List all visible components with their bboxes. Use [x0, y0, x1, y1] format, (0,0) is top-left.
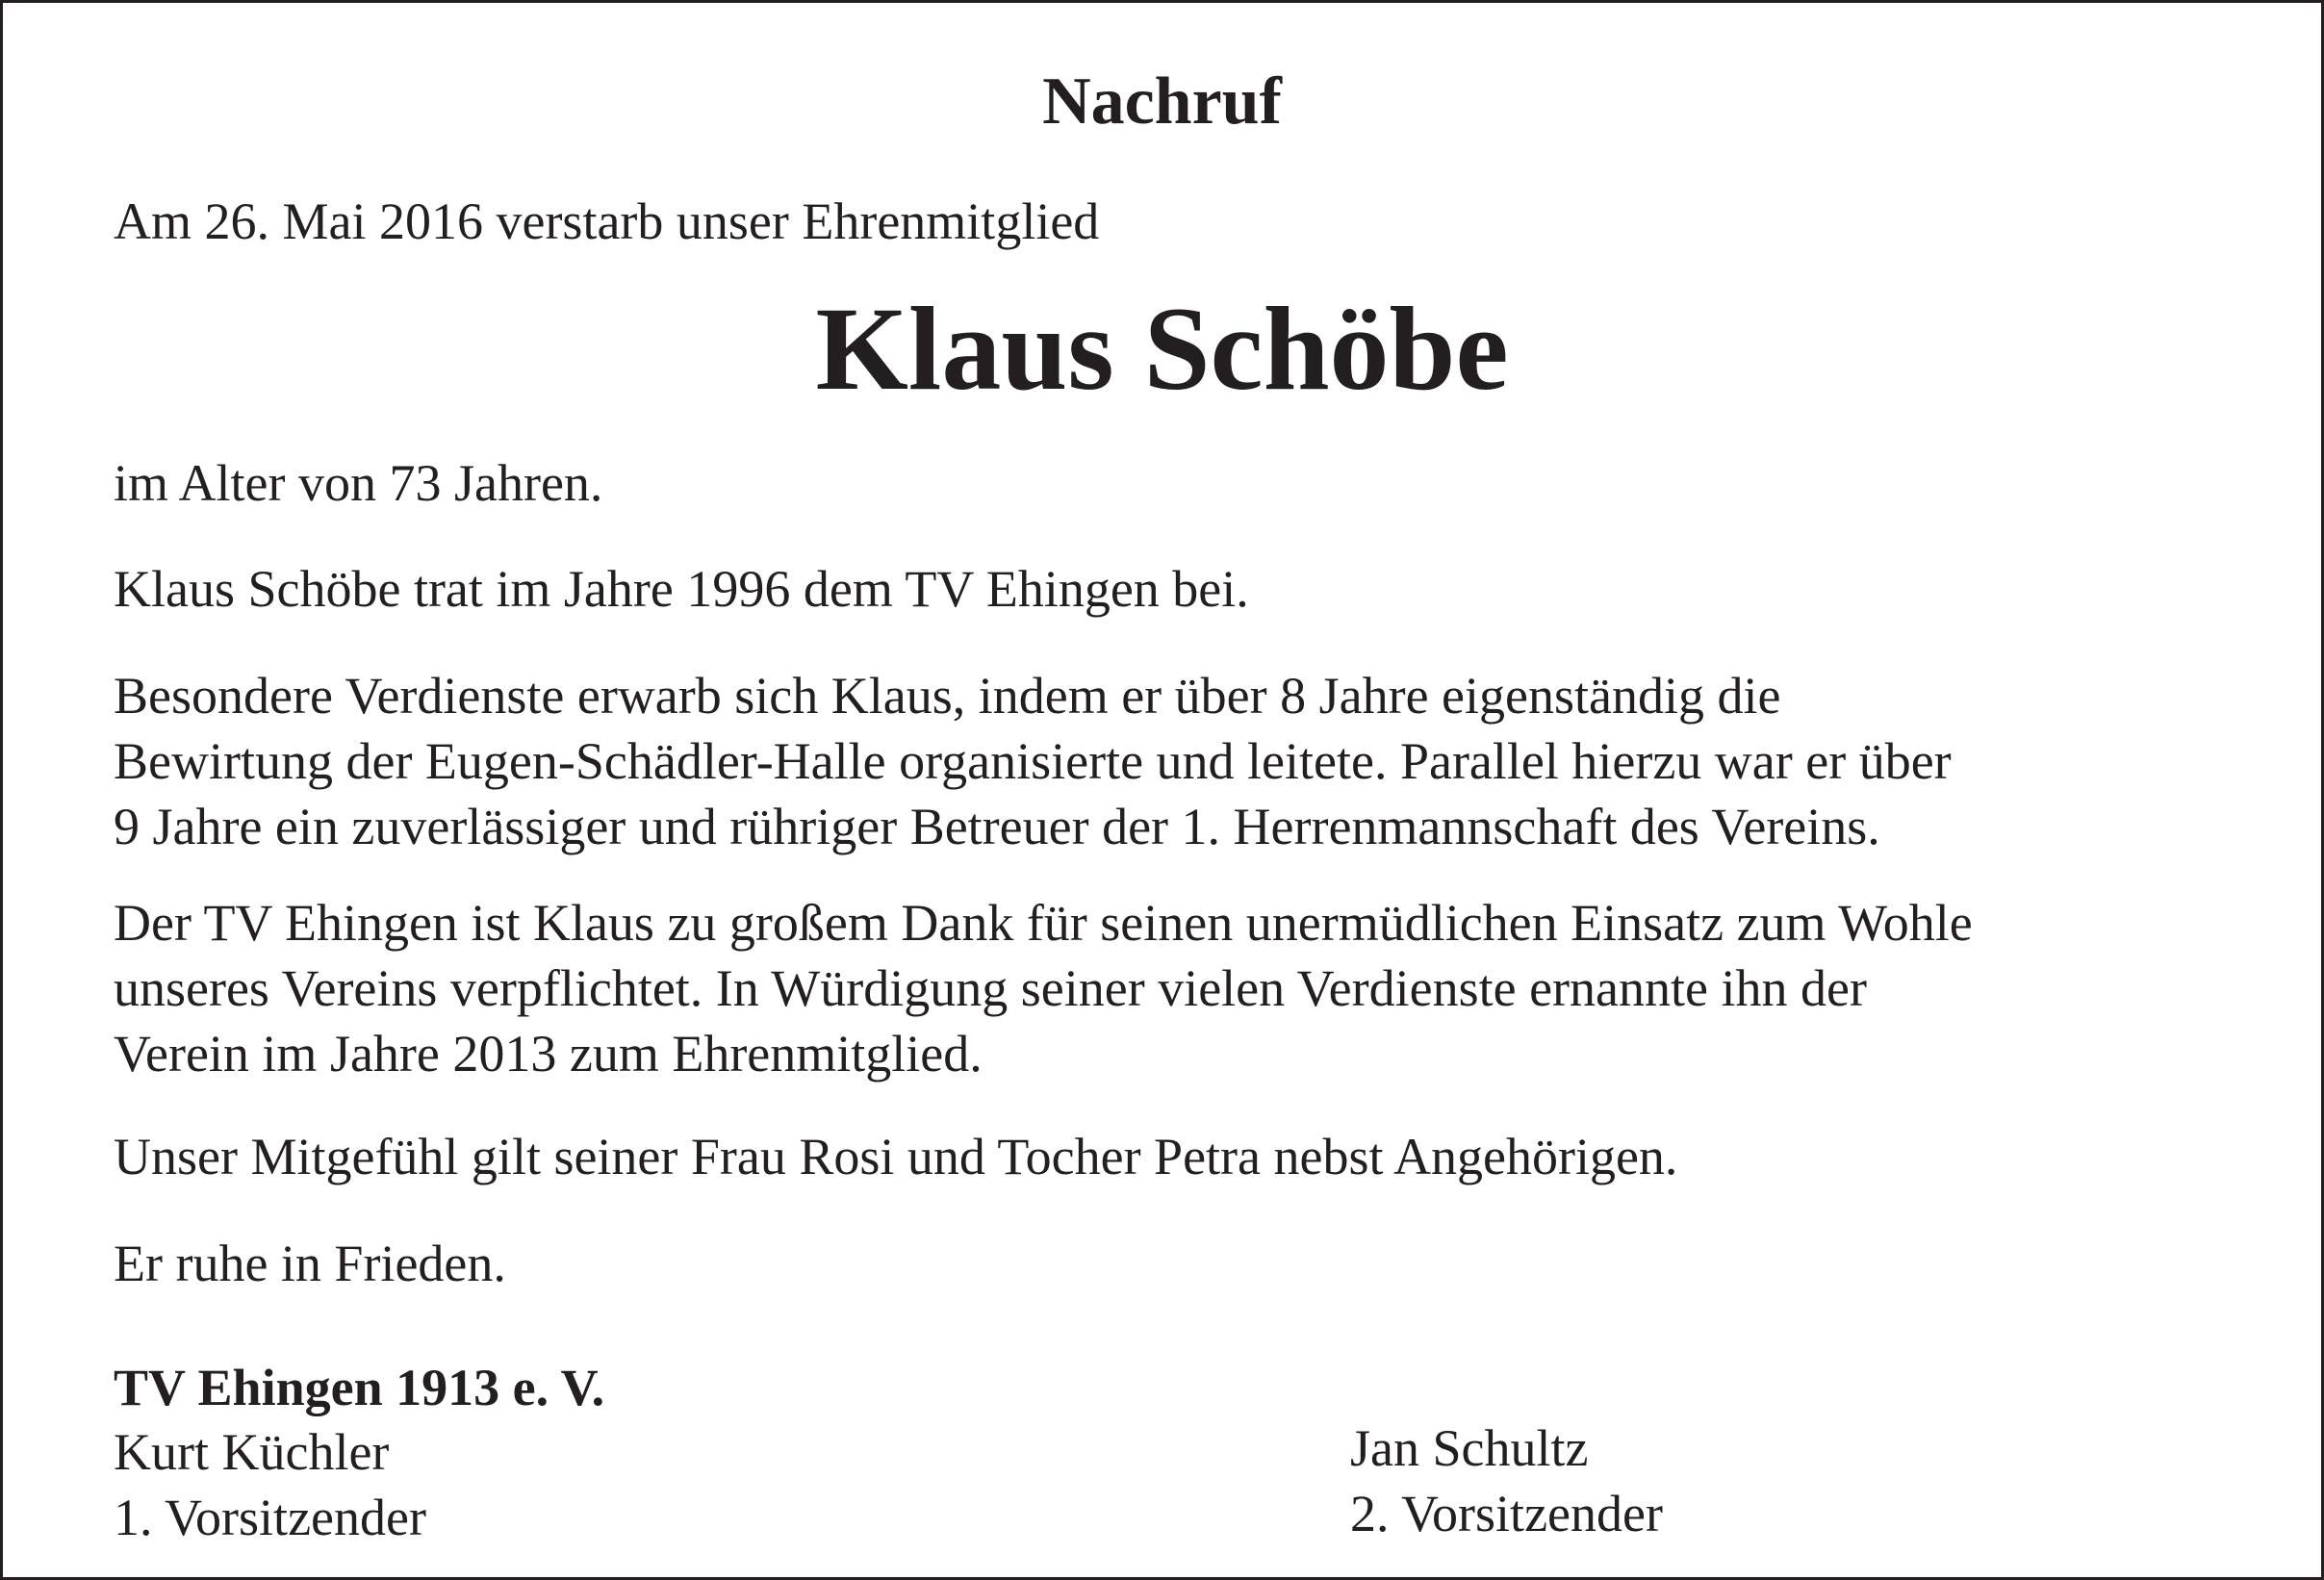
intro-line: Am 26. Mai 2016 verstarb unser Ehrenmitglied — [114, 192, 1100, 250]
signatory-name: Kurt Küchler — [114, 1423, 390, 1481]
signatory-role: 1. Vorsitzender — [114, 1489, 426, 1546]
age-paragraph — [114, 450, 2231, 516]
signatory-second-chair — [1350, 1415, 1663, 1546]
merits-paragraph — [114, 663, 2231, 859]
thanks-paragraph — [114, 890, 2231, 1086]
merits-line: Bewirtung der Eugen-Schädler-Halle organisierte und leitete. Parallel hierzu war er über — [114, 732, 1952, 790]
merits-line: Besondere Verdienste erwarb sich Klaus, indem er über 8 Jahre eigenständig die — [114, 667, 1781, 725]
club-name: TV Ehingen 1913 e. V. — [114, 1359, 605, 1416]
sympathy-line: Unser Mitgefühl gilt seiner Frau Rosi und Tocher Petra nebst Angehörigen. — [114, 1128, 1678, 1185]
signatory-name: Jan Schultz — [1350, 1419, 1589, 1477]
notice-heading: Nachruf — [1042, 64, 1282, 139]
sympathy-paragraph — [114, 1124, 2231, 1189]
rest-paragraph — [114, 1231, 2231, 1296]
age-line: im Alter von 73 Jahren. — [114, 454, 603, 512]
joined-paragraph — [114, 556, 2231, 622]
thanks-line: unseres Vereins verpflichtet. In Würdigung seiner vielen Verdienste ernannte ihn der — [114, 959, 1867, 1017]
deceased-name: Klaus Schöbe — [815, 283, 1509, 415]
signatory-first-chair — [114, 1419, 426, 1550]
merits-line: 9 Jahre ein zuverlässiger und rühriger Betreuer der 1. Herrenmannschaft des Vereins. — [114, 798, 1880, 855]
signatory-role: 2. Vorsitzender — [1350, 1485, 1663, 1542]
joined-line: Klaus Schöbe trat im Jahre 1996 dem TV Ehingen bei. — [114, 560, 1249, 618]
rest-line: Er ruhe in Frieden. — [114, 1235, 506, 1292]
thanks-line: Der TV Ehingen ist Klaus zu großem Dank für seinen unermüdlichen Einsatz zum Wohle — [114, 894, 1973, 952]
thanks-line: Verein im Jahre 2013 zum Ehrenmitglied. — [114, 1025, 983, 1083]
